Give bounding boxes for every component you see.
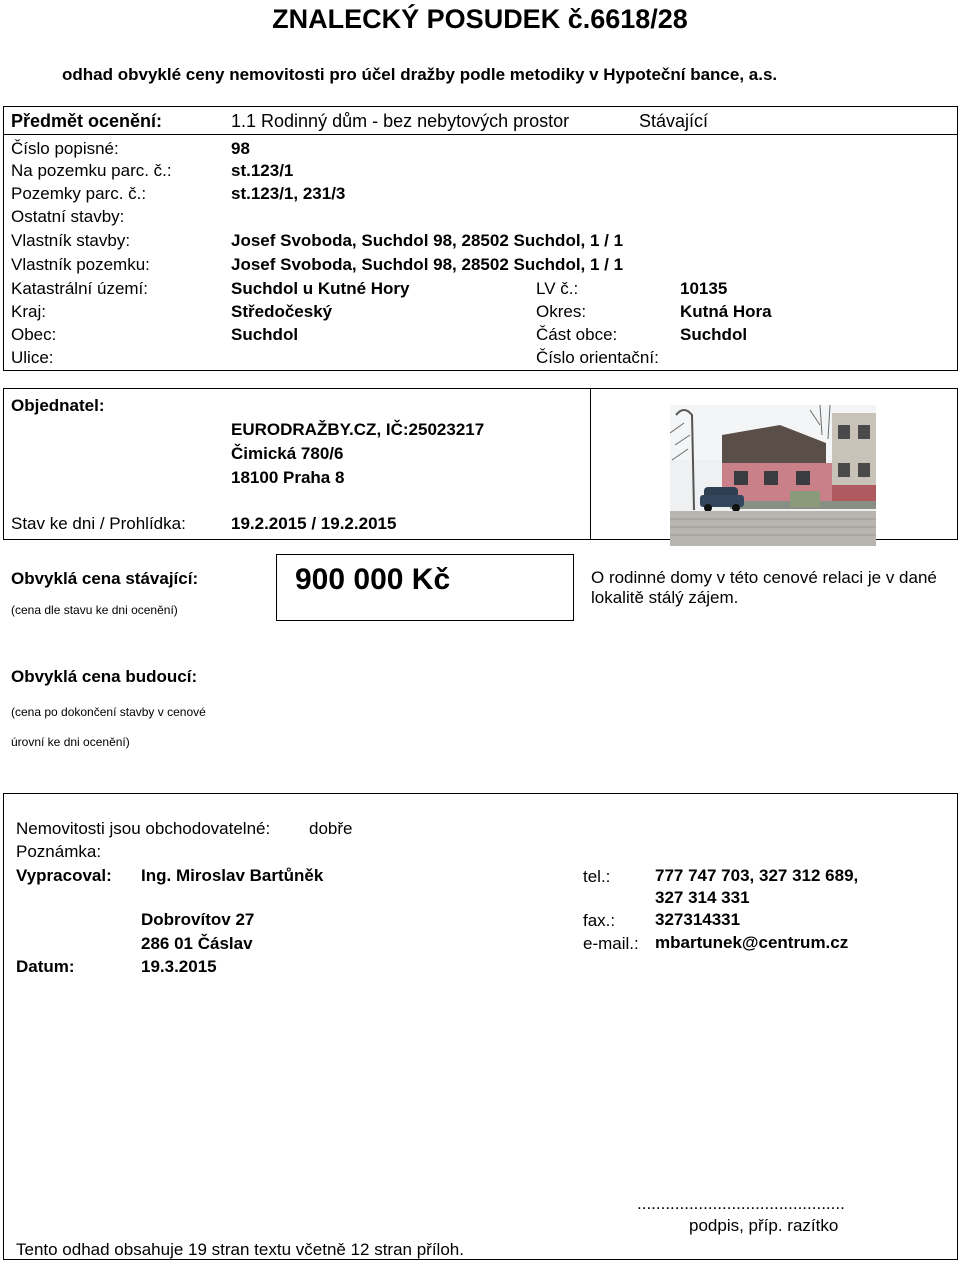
inspection-date-value: 19.2.2015 / 19.2.2015: [231, 514, 397, 533]
district-label: Okres:: [536, 302, 587, 321]
fax-value: 327314331: [655, 910, 741, 929]
lv-value: 10135: [680, 279, 728, 298]
lands-label: Pozemky parc. č.:: [11, 184, 147, 203]
future-price-note2: úrovní ke dni ocenění): [11, 735, 130, 749]
email-label: e-mail.:: [583, 934, 639, 953]
pages-note: Tento odhad obsahuje 19 stran textu včetně 12 stran příloh.: [16, 1240, 464, 1259]
client-line1: EURODRAŽBY.CZ, IČ:25023217: [231, 420, 485, 439]
cadastral-value: Suchdol u Kutné Hory: [231, 279, 410, 298]
district-value: Kutná Hora: [680, 302, 772, 321]
inspection-date-label: Stav ke dni / Prohlídka:: [11, 514, 186, 533]
subject-value: 1.1 Rodinný dům - bez nebytových prostor: [231, 111, 570, 131]
client-line2: Čimická 780/6: [231, 444, 344, 463]
land-owner-label: Vlastník pozemku:: [11, 255, 150, 274]
report-date-label: Datum:: [16, 957, 75, 976]
marketability-label: Nemovitosti jsou obchodovatelné:: [16, 819, 271, 838]
region-value: Středočeský: [231, 302, 333, 321]
signature-dots: ............................................: [637, 1194, 845, 1213]
tel-value-line2: 327 314 331: [655, 888, 750, 907]
tel-value-line1: 777 747 703, 327 312 689,: [655, 866, 859, 885]
prepared-by-label: Vypracoval:: [16, 866, 112, 885]
price-comment-line1: O rodinné domy v této cenové relaci je v dané: [591, 568, 937, 587]
client-label: Objednatel:: [11, 396, 105, 415]
parcel-label: Na pozemku parc. č.:: [11, 161, 172, 180]
report-date-value: 19.3.2015: [141, 957, 217, 976]
lv-label: LV č.:: [536, 279, 579, 298]
other-buildings-label: Ostatní stavby:: [11, 207, 125, 226]
street-label: Ulice:: [11, 348, 54, 367]
marketability-value: dobře: [309, 819, 353, 838]
region-label: Kraj:: [11, 302, 46, 321]
parcel-value: st.123/1: [231, 161, 294, 180]
client-divider: [590, 388, 591, 540]
signature-label: podpis, příp. razítko: [689, 1216, 839, 1235]
email-value: mbartunek@centrum.cz: [655, 933, 849, 952]
current-price-note: (cena dle stavu ke dni ocenění): [11, 603, 178, 617]
part-value: Suchdol: [680, 325, 748, 344]
address-line2: 286 01 Čáslav: [141, 934, 253, 953]
municipality-label: Obec:: [11, 325, 57, 344]
house-number-label: Číslo popisné:: [11, 139, 119, 158]
subject-status: Stávající: [639, 111, 709, 131]
client-line3: 18100 Praha 8: [231, 468, 345, 487]
property-photo: [670, 405, 876, 546]
future-price-note1: (cena po dokončení stavby v cenové: [11, 705, 206, 719]
house-number-value: 98: [231, 139, 250, 158]
municipality-value: Suchdol: [231, 325, 299, 344]
building-owner-label: Vlastník stavby:: [11, 231, 131, 250]
footer-box: [3, 793, 958, 1260]
subject-label: Předmět ocenění:: [11, 111, 163, 131]
cadastral-label: Katastrální území:: [11, 279, 149, 298]
part-label: Část obce:: [536, 325, 618, 344]
future-price-label: Obvyklá cena budoucí:: [11, 667, 198, 686]
current-price-label: Obvyklá cena stávající:: [11, 569, 199, 588]
prepared-by-name: Ing. Miroslav Bartůněk: [141, 866, 324, 885]
land-owner-value: Josef Svoboda, Suchdol 98, 28502 Suchdol, 1 / 1: [231, 255, 624, 274]
address-line1: Dobrovítov 27: [141, 910, 255, 929]
subject-divider: [3, 134, 958, 135]
tel-label: tel.:: [583, 867, 611, 886]
orientation-label: Číslo orientační:: [536, 348, 659, 367]
price-comment-line2: lokalitě stálý zájem.: [591, 588, 739, 607]
note-label: Poznámka:: [16, 842, 102, 861]
page-title: ZNALECKÝ POSUDEK č.6618/28: [272, 4, 688, 34]
fax-label: fax.:: [583, 911, 616, 930]
current-price-value: 900 000 Kč: [295, 563, 451, 596]
building-owner-value: Josef Svoboda, Suchdol 98, 28502 Suchdol, 1 / 1: [231, 231, 624, 250]
lands-value: st.123/1, 231/3: [231, 184, 346, 203]
page-subtitle: odhad obvyklé ceny nemovitosti pro účel dražby podle metodiky v Hypoteční bance, a.s.: [62, 65, 778, 84]
